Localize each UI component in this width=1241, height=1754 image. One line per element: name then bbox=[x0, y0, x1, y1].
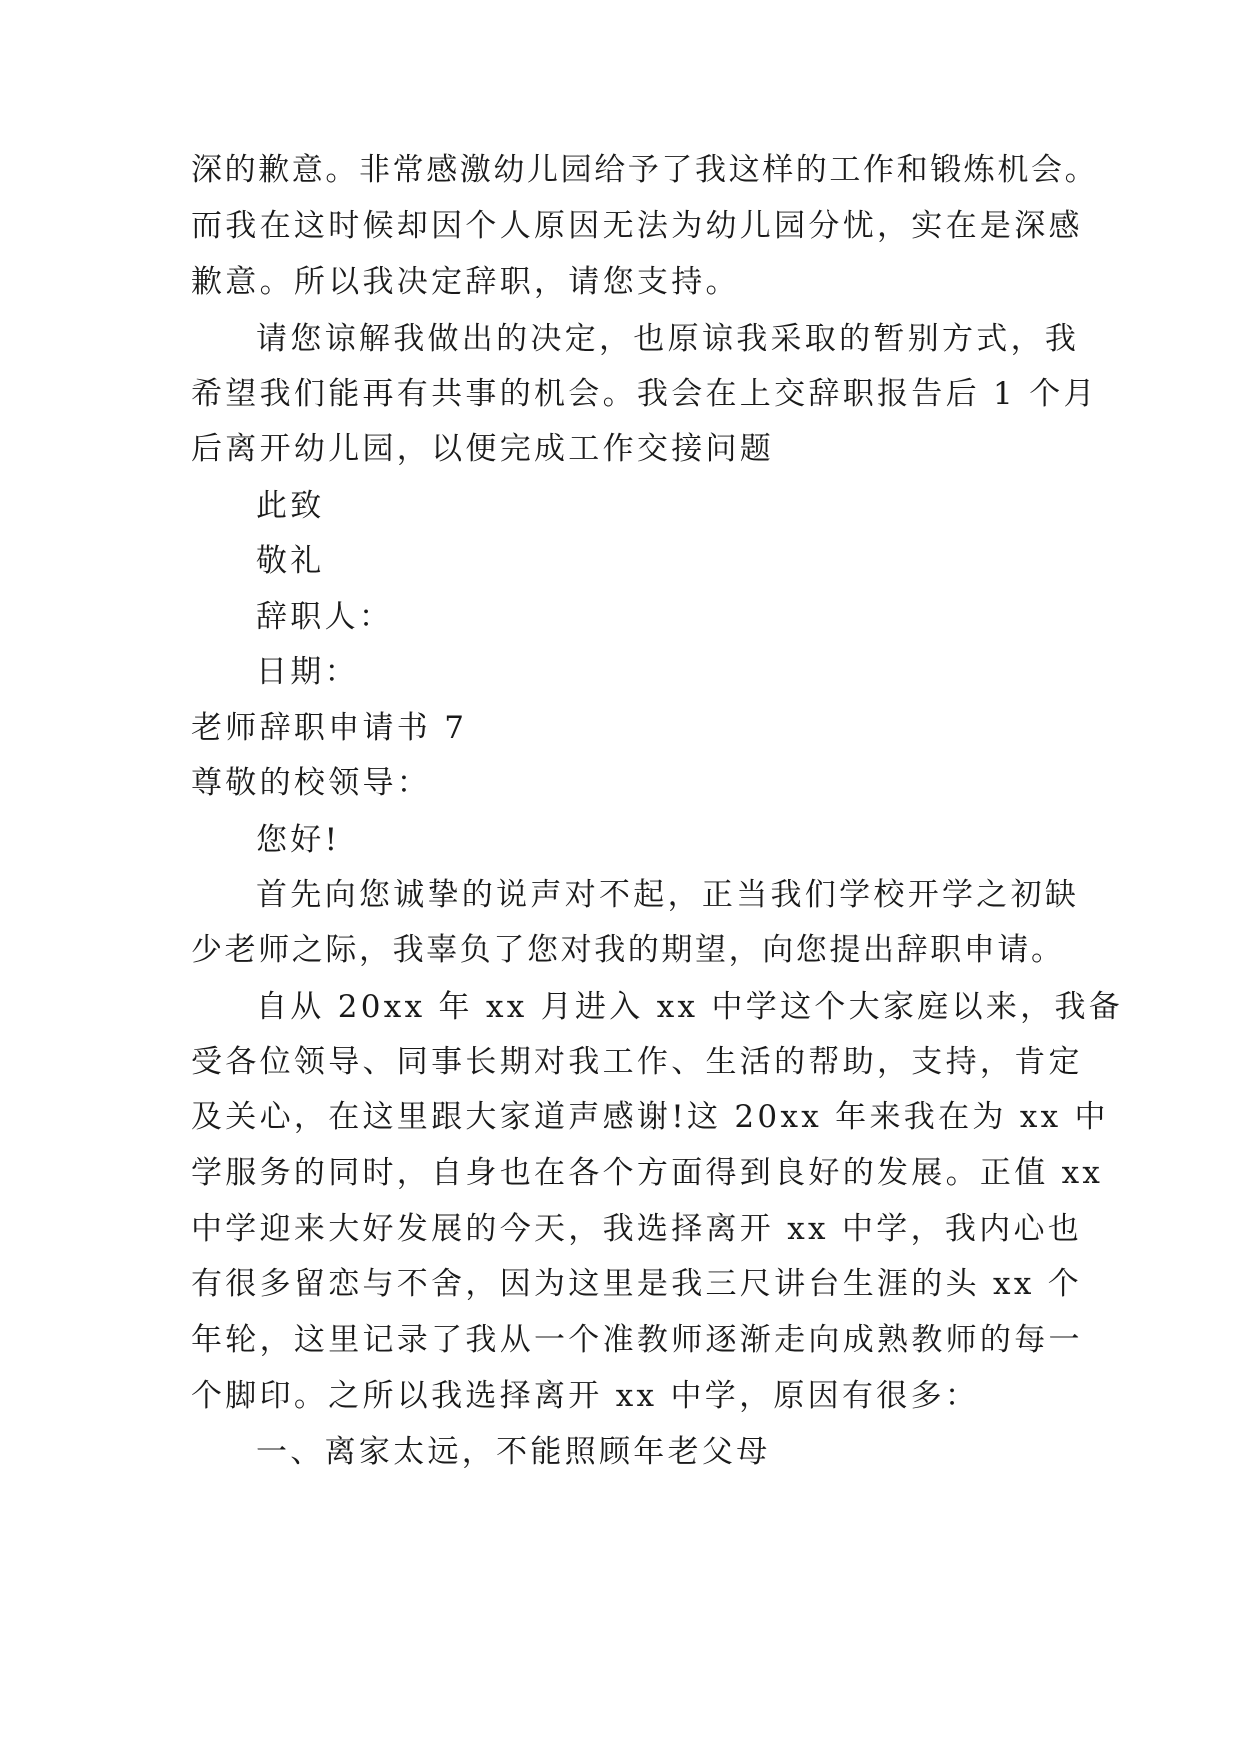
signature-line: 辞职人： bbox=[256, 599, 394, 635]
text-line: 后离开幼儿园，以便完成工作交接问题 bbox=[191, 431, 775, 467]
list-item: 一、离家太远，不能照顾年老父母 bbox=[256, 1434, 771, 1470]
text-line: 歉意。所以我决定辞职，请您支持。 bbox=[191, 264, 740, 300]
closing-line: 此致 bbox=[256, 488, 325, 524]
text-line: 学服务的同时，自身也在各个方面得到良好的发展。正值 xx bbox=[191, 1155, 1104, 1191]
text-line: 自从 20xx 年 xx 月进入 xx 中学这个大家庭以来，我备 bbox=[256, 989, 1124, 1025]
section-title: 老师辞职申请书 7 bbox=[191, 710, 468, 746]
text-line: 请您谅解我做出的决定，也原谅我采取的暂别方式，我 bbox=[256, 321, 1080, 357]
greeting: 您好! bbox=[256, 822, 341, 858]
text-line: 少老师之际，我辜负了您对我的期望，向您提出辞职申请。 bbox=[191, 932, 1065, 968]
text-line: 个脚印。之所以我选择离开 xx 中学，原因有很多： bbox=[191, 1378, 980, 1414]
text-line: 中学迎来大好发展的今天，我选择离开 xx 中学，我内心也 bbox=[191, 1211, 1083, 1247]
salutation: 尊敬的校领导： bbox=[191, 765, 432, 801]
text-line: 而我在这时候却因个人原因无法为幼儿园分忧，实在是深感 bbox=[191, 208, 1083, 244]
text-line: 年轮，这里记录了我从一个准教师逐渐走向成熟教师的每一 bbox=[191, 1322, 1083, 1358]
date-line: 日期： bbox=[256, 654, 359, 690]
closing-line: 敬礼 bbox=[256, 543, 325, 579]
text-line: 深的歉意。非常感激幼儿园给予了我这样的工作和锻炼机会。 bbox=[191, 152, 1099, 188]
text-line: 受各位领导、同事长期对我工作、生活的帮助，支持，肯定 bbox=[191, 1044, 1083, 1080]
text-line: 有很多留恋与不舍，因为这里是我三尺讲台生涯的头 xx 个 bbox=[191, 1266, 1083, 1302]
text-line: 及关心，在这里跟大家道声感谢!这 20xx 年来我在为 xx 中 bbox=[191, 1099, 1109, 1135]
text-line: 希望我们能再有共事的机会。我会在上交辞职报告后 1 个月 bbox=[191, 376, 1098, 412]
text-line: 首先向您诚挚的说声对不起，正当我们学校开学之初缺 bbox=[256, 877, 1080, 913]
